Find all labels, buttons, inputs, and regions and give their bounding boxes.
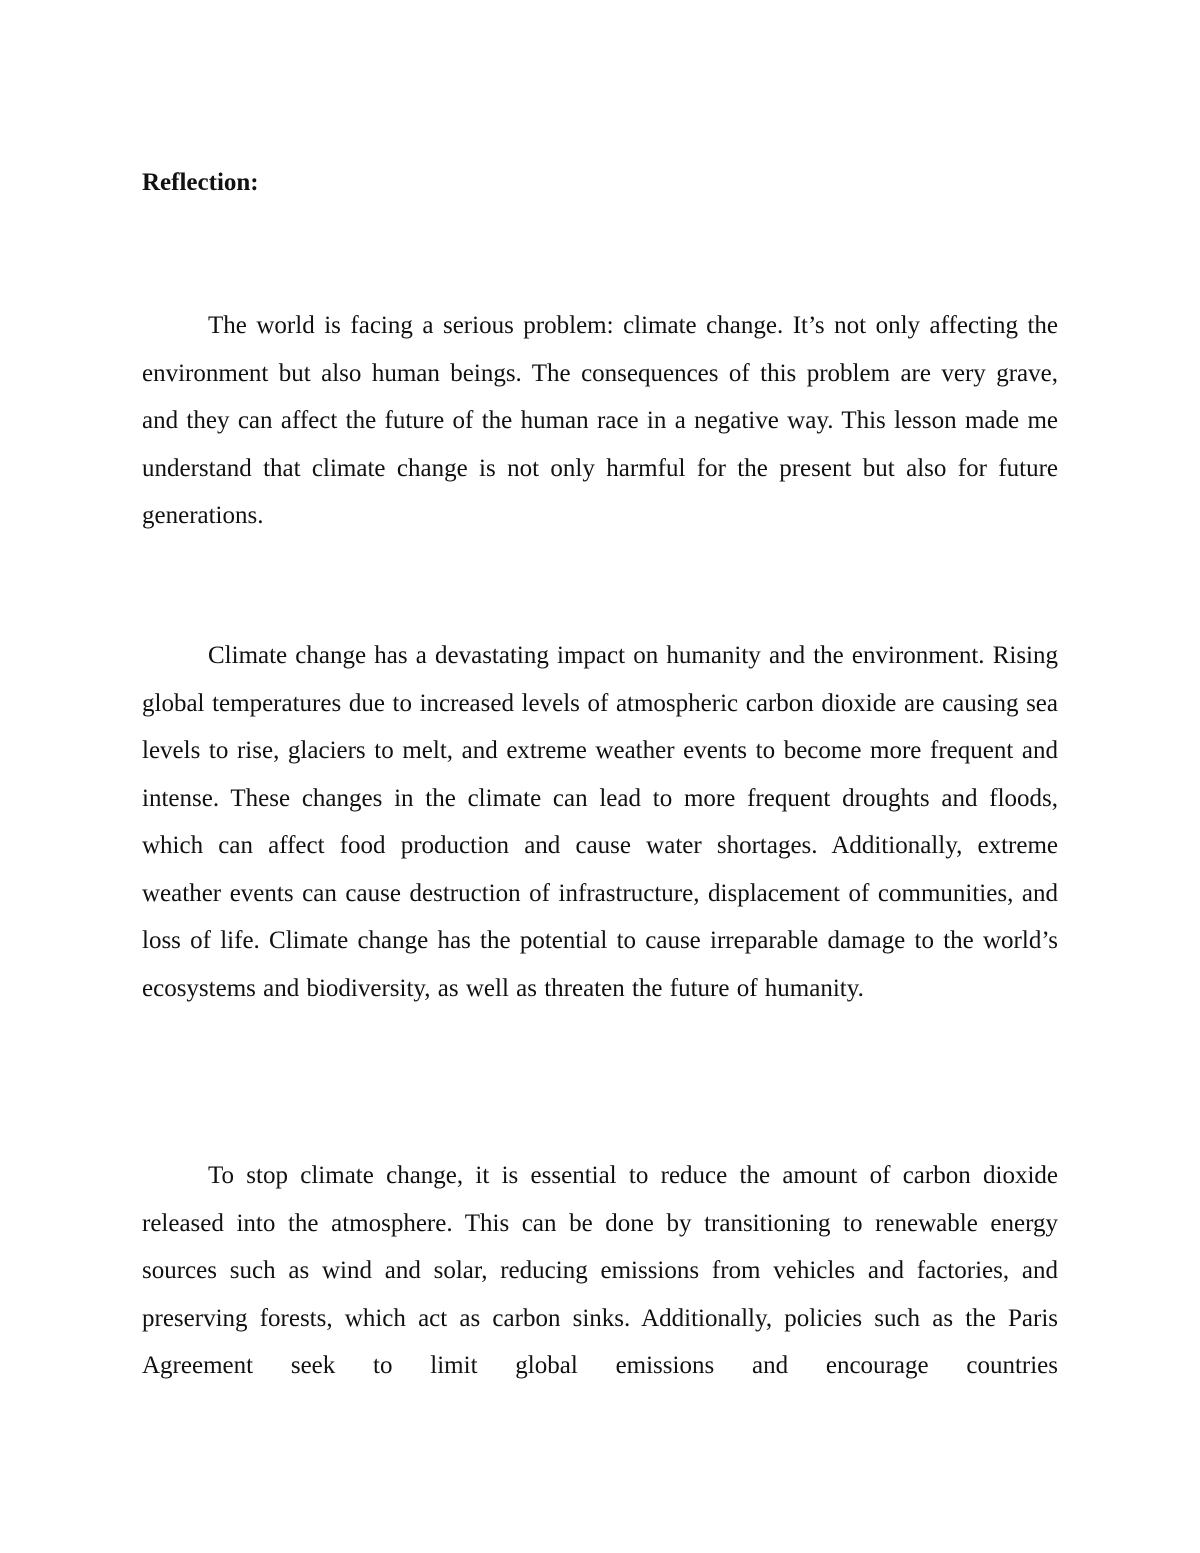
document-heading: Reflection:	[142, 169, 259, 196]
paragraph-3: To stop climate change, it is essential to reduce the amount of carbon dioxide released into the atmosphere. This can be done by transitioning to renewable energy sources such as wind and solar, reducing emissions from vehicles and factories, and preserving forests, which act as carbon sinks. Additionally, policies such as the Paris Agreement seek to limit global emissions and encourage countries	[142, 1162, 1058, 1379]
paragraph-2: Climate change has a devastating impact on humanity and the environment. Rising global temperatures due to increased levels of atmospheric carbon dioxide are causing sea levels to rise, glaciers to melt, and extreme weather events to become more frequent and intense. These changes in the climate can lead to more frequent droughts and floods, which can affect food production and cause water shortages. Additionally, extreme weather events can cause destruction of infrastructure, displacement of communities, and loss of life. Climate change has the potential to cause irreparable damage to the world’s ecosystems and biodiversity, as well as threaten the future of humanity.	[142, 642, 1058, 1002]
paragraph-1: The world is facing a serious problem: climate change. It’s not only affecting the environment but also human beings. The consequences of this problem are very grave, and they can affect the future of the human race in a negative way. This lesson made me understand that climate change is not only harmful for the present but also for future generations.	[142, 312, 1058, 529]
paragraph-3-container	[142, 1152, 1058, 1390]
